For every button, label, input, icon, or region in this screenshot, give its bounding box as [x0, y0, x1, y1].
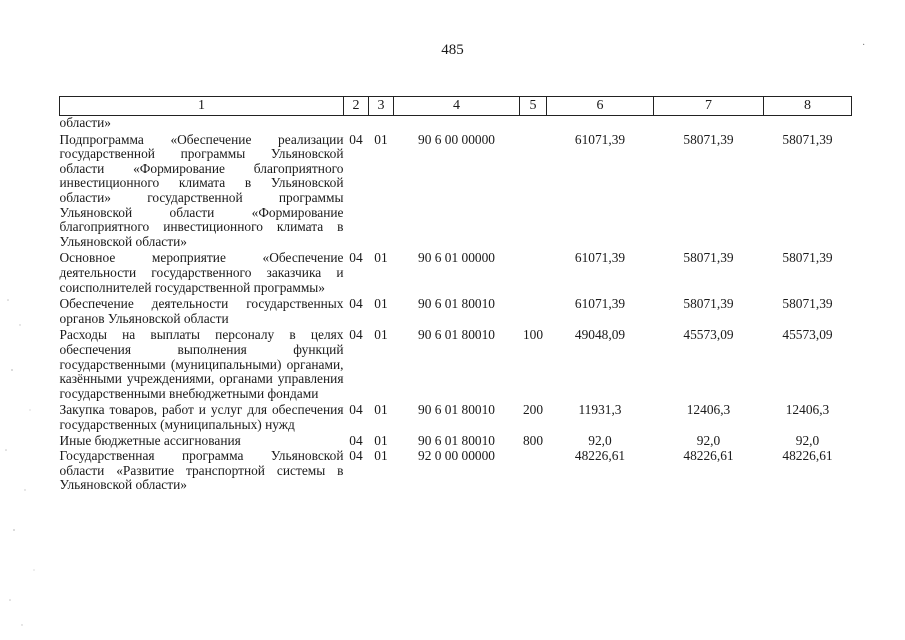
header-cell: 7 [654, 97, 764, 116]
row-expense-type: 800 [522, 433, 544, 449]
row-section: 04 [349, 131, 363, 147]
row-section: 04 [349, 296, 363, 312]
header-cell: 2 [344, 97, 369, 116]
row-name: Иные бюджетные ассигнования [59, 433, 241, 449]
row-value-col7: 58071,39 [683, 296, 734, 312]
header-cell: 5 [520, 97, 547, 116]
table-row [60, 295, 852, 326]
row-expense-type [520, 116, 547, 131]
row-value-col6: 61071,39 [574, 131, 626, 147]
row-expense-type: 200 [522, 402, 544, 418]
row-section: 04 [349, 327, 363, 343]
row-value-col6: 11931,3 [578, 402, 622, 418]
row-target-article: 90 6 01 80010 [418, 296, 495, 312]
table-row [60, 449, 852, 493]
row-name: Государственная программа Ульяновской области «Развитие транспортной системы в Ульяновской области» [59, 448, 344, 493]
row-name: Расходы на выплаты персоналу в целях обеспечения выполнения функций государственными (муниципальными) органами, казёнными учреждениями, органами управления государственными внебюджетными фондами [59, 327, 344, 401]
budget-table [59, 96, 852, 493]
header-cell: 8 [764, 97, 852, 116]
row-target-article: 90 6 01 80010 [418, 433, 495, 449]
row-expense-type [520, 449, 547, 493]
row-value-col6: 92,0 [588, 433, 612, 449]
table-row [60, 432, 852, 449]
row-value-col7: 92,0 [696, 433, 721, 449]
row-name: Основное мероприятие «Обеспечение деятельности государственного заказчика и соисполнителей государственной программы» [59, 250, 344, 295]
row-value-col7 [654, 116, 764, 131]
row-value-col8: 45573,09 [782, 327, 833, 343]
row-value-col8: 12406,3 [785, 402, 830, 418]
row-value-col7: 58071,39 [683, 250, 734, 266]
row-section: 04 [349, 402, 363, 418]
row-target-article: 90 6 01 00000 [418, 250, 495, 266]
row-expense-type [520, 131, 547, 250]
row-value-col6 [547, 116, 654, 131]
row-name: области» [59, 115, 111, 130]
row-subsection: 01 [374, 296, 388, 312]
row-value-col6: 61071,39 [574, 250, 626, 266]
header-cell: 1 [60, 97, 344, 116]
row-subsection: 01 [374, 250, 388, 266]
row-value-col7: 45573,09 [683, 327, 734, 343]
row-expense-type [520, 249, 547, 295]
row-subsection: 01 [374, 448, 388, 464]
row-subsection: 01 [374, 402, 388, 418]
row-value-col8: 48226,61 [782, 448, 833, 464]
row-target-article: 90 6 00 00000 [418, 131, 495, 147]
row-subsection: 01 [374, 131, 388, 147]
table-row [60, 249, 852, 295]
row-target-article: 92 0 00 00000 [418, 448, 495, 464]
table-row [60, 326, 852, 401]
row-value-col8: 58071,39 [782, 131, 833, 147]
row-value-col7: 12406,3 [686, 402, 731, 418]
row-subsection: 01 [374, 327, 388, 343]
table-row [60, 131, 852, 250]
row-value-col6: 48226,61 [574, 448, 626, 464]
row-value-col7: 58071,39 [683, 131, 734, 147]
scan-speckle-decoration [0, 280, 50, 640]
row-expense-type [520, 295, 547, 326]
row-target-article: 90 6 01 80010 [418, 402, 495, 418]
table-row [60, 401, 852, 432]
header-cell: 4 [394, 97, 520, 116]
row-section: 04 [349, 448, 363, 464]
row-value-col8: 58071,39 [782, 250, 833, 266]
row-section: 04 [349, 250, 363, 266]
row-name: Закупка товаров, работ и услуг для обеспечения государственных (муниципальных) нужд [59, 402, 344, 432]
header-cell: 3 [369, 97, 394, 116]
row-subsection [369, 116, 394, 131]
row-value-col8: 58071,39 [782, 296, 833, 312]
row-value-col8 [764, 116, 852, 131]
row-name: Подпрограмма «Обеспечение реализации государственной программы Ульяновской области «Формирование благоприятного инвестиционного климата в Ульяновской области» государственной программы Ульяновской области «Формирование благоприятного инвестиционного климата в Ульяновской области» [59, 131, 344, 249]
row-subsection: 01 [374, 433, 388, 449]
row-value-col6: 49048,09 [574, 327, 626, 343]
column-number-header [60, 97, 852, 116]
row-target-article [394, 116, 520, 131]
scan-corner-mark: · [862, 40, 866, 51]
row-value-col8: 92,0 [795, 433, 820, 449]
table-row [60, 116, 852, 131]
row-target-article: 90 6 01 80010 [418, 327, 495, 343]
row-section: 04 [349, 433, 363, 449]
row-value-col7: 48226,61 [683, 448, 734, 464]
row-name: Обеспечение деятельности государственных органов Ульяновской области [59, 296, 344, 326]
row-value-col6: 61071,39 [574, 296, 626, 312]
row-section [344, 116, 369, 131]
page-number: 485 [441, 42, 464, 58]
row-expense-type: 100 [522, 327, 544, 343]
header-cell: 6 [547, 97, 654, 116]
